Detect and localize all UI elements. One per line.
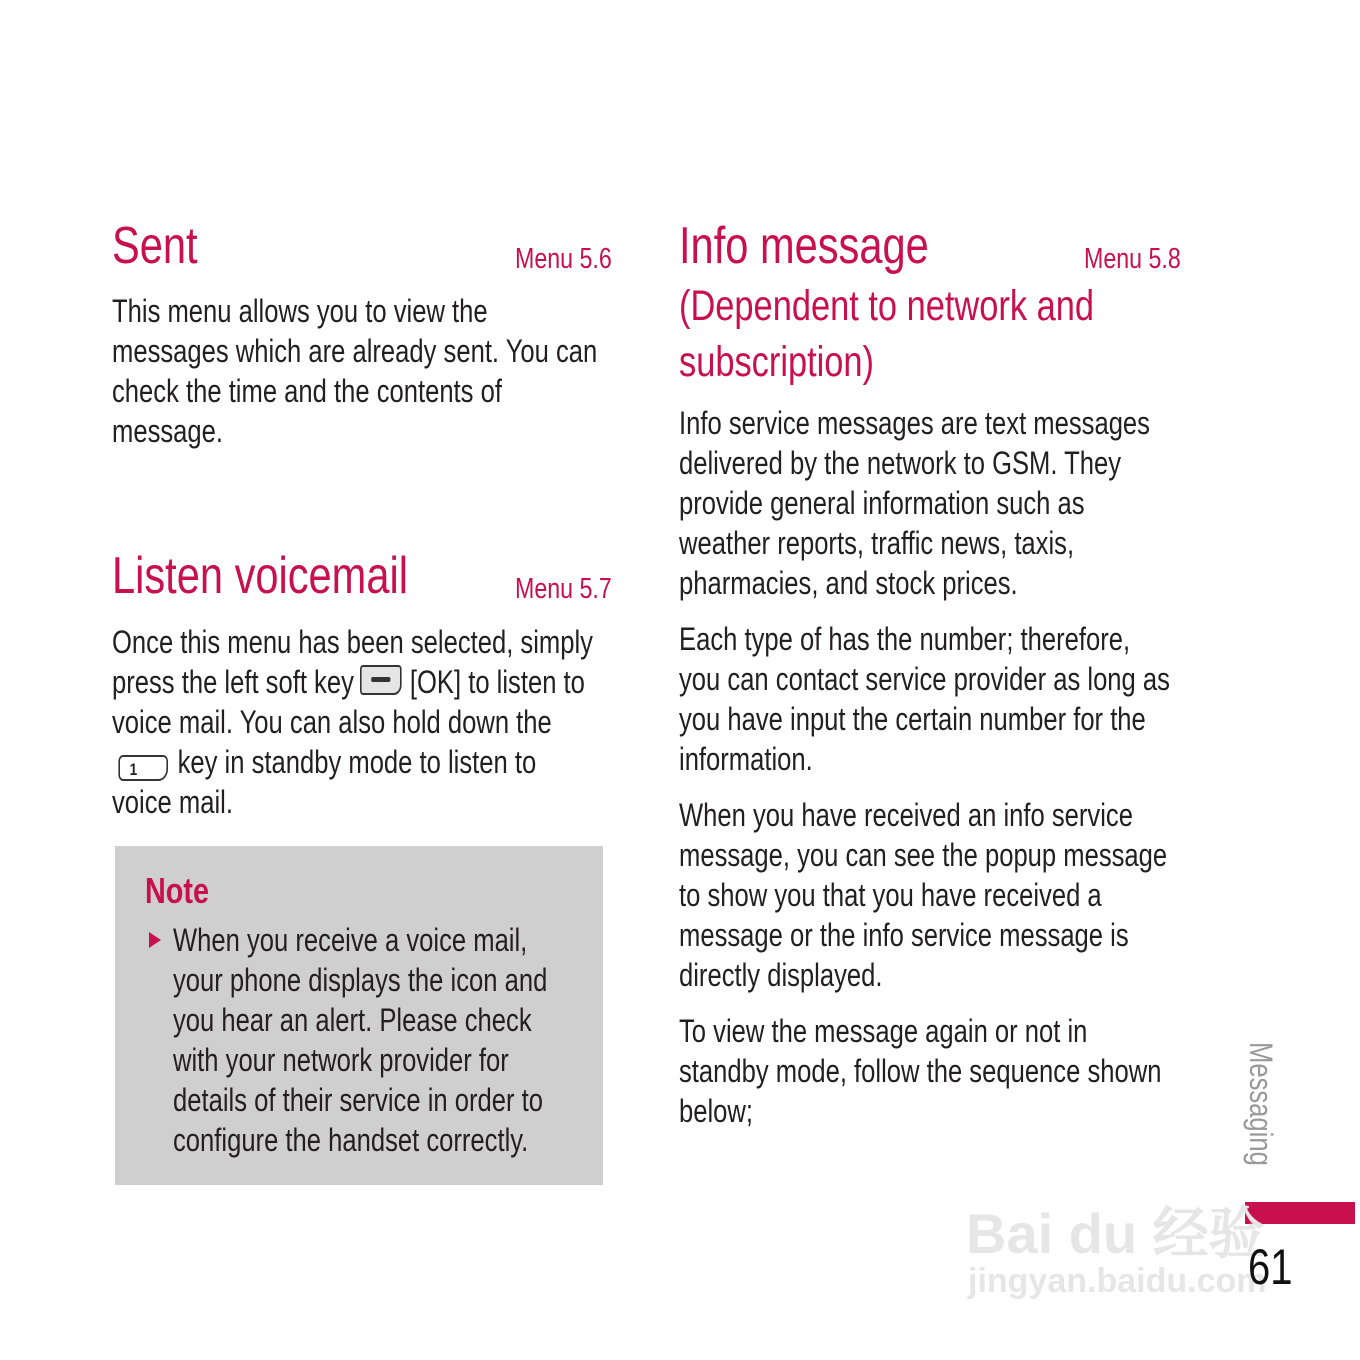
page-number: 61 — [1248, 1239, 1293, 1295]
watermark-url: jingyan.baidu.com — [968, 1262, 1267, 1300]
text-line: weather reports, traffic news, taxis, — [679, 525, 1075, 561]
text-line: Info service messages are text messages — [679, 405, 1150, 441]
info-paragraph-4 — [679, 1011, 1161, 1131]
info-heading: Info message — [679, 217, 929, 275]
text-segment: key in standby mode to listen to — [177, 744, 537, 780]
info-menu-number: Menu 5.8 — [1084, 243, 1181, 275]
text-line: below; — [679, 1093, 753, 1129]
note-body — [173, 920, 547, 1160]
left-soft-key-icon — [360, 665, 402, 695]
text-line — [112, 742, 593, 782]
info-paragraph-3 — [679, 795, 1167, 995]
text-segment: [OK] to listen to — [409, 664, 585, 700]
text-line: When you receive a voice mail, — [173, 922, 528, 958]
watermark-brand: Bai du 经验 — [966, 1202, 1265, 1265]
sent-body — [112, 291, 597, 451]
info-paragraph-1 — [679, 403, 1150, 603]
key-1-voicemail-icon: 1 — [118, 755, 168, 781]
text-line: message, you can see the popup message — [679, 837, 1168, 873]
text-line: provide general information such as — [679, 485, 1085, 521]
text-line — [112, 662, 593, 702]
text-line: you have input the certain number for the — [679, 701, 1146, 737]
text-line: message. — [112, 413, 223, 449]
text-line: with your network provider for — [173, 1042, 509, 1078]
text-line: voice mail. — [112, 784, 233, 820]
text-line: standby mode, follow the sequence shown — [679, 1053, 1162, 1089]
text-line: configure the handset correctly. — [173, 1122, 529, 1158]
text-line: messages which are already sent. You can — [112, 333, 598, 369]
text-line: To view the message again or not in — [679, 1013, 1088, 1049]
section-tab-label: Messaging — [1243, 1042, 1279, 1166]
text-line: information. — [679, 741, 813, 777]
sent-menu-number: Menu 5.6 — [515, 243, 612, 275]
text-line: you hear an alert. Please check — [173, 1002, 532, 1038]
text-line: you can contact service provider as long as — [679, 661, 1170, 697]
text-line: check the time and the contents of — [112, 373, 502, 409]
text-segment: press the left soft key — [112, 664, 354, 700]
bullet-triangle-icon — [149, 932, 161, 948]
info-paragraph-2 — [679, 619, 1170, 779]
text-line: When you have received an info service — [679, 797, 1133, 833]
text-line: to show you that you have received a — [679, 877, 1102, 913]
text-line: pharmacies, and stock prices. — [679, 565, 1018, 601]
text-line: your phone displays the icon and — [173, 962, 548, 998]
subtitle-line: subscription) — [679, 338, 875, 386]
sent-heading: Sent — [112, 217, 198, 275]
text-line: message or the info service message is — [679, 917, 1129, 953]
voicemail-heading: Listen voicemail — [112, 547, 408, 605]
voicemail-menu-number: Menu 5.7 — [515, 573, 612, 605]
voicemail-body — [112, 622, 593, 822]
subtitle-line: (Dependent to network and — [679, 282, 1094, 330]
text-line: directly displayed. — [679, 957, 883, 993]
info-subtitle — [679, 278, 1094, 390]
note-title: Note — [145, 870, 209, 911]
text-line: delivered by the network to GSM. They — [679, 445, 1122, 481]
text-line: details of their service in order to — [173, 1082, 543, 1118]
text-line: voice mail. You can also hold down the — [112, 704, 552, 740]
text-line: Each type of has the number; therefore, — [679, 621, 1131, 657]
text-line: This menu allows you to view the — [112, 293, 488, 329]
text-line: Once this menu has been selected, simply — [112, 624, 593, 660]
